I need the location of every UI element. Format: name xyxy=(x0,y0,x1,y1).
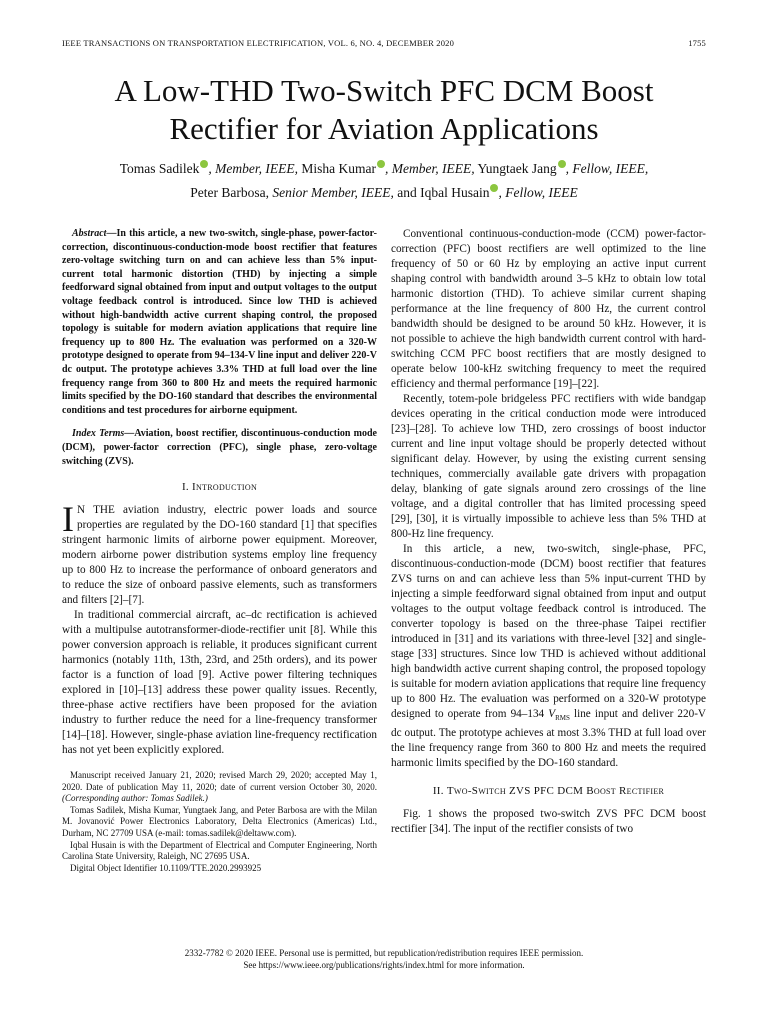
abstract-text: In this article, a new two-switch, single-phase, power-factor-correction, discontinuous-conduction-mode boost rectifier that features zero-voltage switching turn on and can achieve less than 5% input-current total harmonic distortion (THD) by injecting a simple feedforward signal obtained from input and output voltages to the output voltage feedback control is introduced. Since low THD is achieved without high-bandwidth active current shaping control, the proposed topology is suitable for modern aviation applications that require line frequency up to 800 Hz. The evaluation was performed on a 320-W prototype designed to operate from 94–134-V line input and deliver 220-V dc output. The prototype achieves 3.3% THD at full load over the line frequency range from 360 to 800 Hz and meets the required harmonic limits specified by the DO-160 standard that describes the environmental conditions and test procedures for airborne equipment. xyxy=(62,228,377,416)
left-column xyxy=(62,227,377,874)
author-list xyxy=(62,157,706,205)
author-role: Senior Member, IEEE, xyxy=(269,185,394,200)
author-name: and Iqbal Husain xyxy=(393,185,490,200)
right-paragraph-4: Fig. 1 shows the proposed two-switch ZVS PFC DCM boost rectifier [34]. The input of the rectifier consists of two xyxy=(391,808,706,836)
footnote-affiliation-1: Tomas Sadilek, Misha Kumar, Yungtaek Jang, and Peter Barbosa are with the Milan M. Jovanović Power Electronics Laboratory, Delta Electronics (Americas) Ltd., Durham, NC 27709 USA (e-mail: tomas.sadilek@deltaww.com). xyxy=(62,804,377,839)
section-heading-introduction: I. Introduction xyxy=(181,481,258,494)
author-name: Peter Barbosa, xyxy=(190,185,270,200)
intro-paragraph-2: In traditional commercial aircraft, ac–dc rectification is achieved with a multipulse autotransformer-diode-rectifier unit [8]. While this power conversion approach is reliable, it produces significant current harmonics (notably 11th, 13th, 23rd, and 25th orders), and its power factor is a function of load [9]. Active power filtering techniques explored in [10]–[13] address these power quality issues. Recently, three-phase active rectifiers have been proposed for the aviation industry to further reduce the need for a line-frequency transformer [14]–[18]. However, single-phase aviation line-frequency rectification has not yet been explicitly explored. xyxy=(62,609,377,757)
author-role: , Member, IEEE, xyxy=(385,161,475,176)
running-header xyxy=(62,38,706,52)
right-column xyxy=(391,227,706,837)
footnote-affiliation-2: Iqbal Husain is with the Department of Electrical and Computer Engineering, North Carolina State University, Raleigh, NC 27695 USA. xyxy=(62,839,377,862)
journal-name: IEEE TRANSACTIONS ON TRANSPORTATION ELECTRIFICATION, VOL. 6, NO. 4, DECEMBER 2020 xyxy=(62,38,455,48)
right-paragraph-3: In this article, a new, two-switch, single-phase, PFC, discontinuous-conduction-mode (DCM) boost rectifier that features ZVS turns on and can achieve less than 5% input-current THD by injecting a simple feedforward signal obtained from input and output voltages to the output voltage feedback control is introduced. The converter topology is based on the three-phase Taipei rectifier introduced in [31] and its variations with three-level [32] and single-stage [33] structures. Since low THD is achieved without additional high bandwidth active current shaping control, the proposed topology is suitable for modern aviation applications that require line frequency up to 800 Hz. The evaluation was performed on a 320-W prototype designed to operate from 94–134 $V_{RMS}$ line input and deliver 220-V dc output. The prototype achieves at most 3.3% THD at full load over the line frequency range from 360 to 800 Hz and meets the required harmonic limits specified by the DO-160 standard. xyxy=(391,543,707,770)
author-line-2 xyxy=(62,181,706,205)
copyright-line: 2332-7782 © 2020 IEEE. Personal use is permitted, but republication/redistribution requires IEEE permission. xyxy=(184,948,584,958)
title-line-1: A Low-THD Two-Switch PFC DCM Boost xyxy=(114,73,654,108)
author-name: Yungtaek Jang xyxy=(474,161,557,176)
author-role: , Fellow, IEEE xyxy=(498,185,578,200)
title-line-2: Rectifier for Aviation Applications xyxy=(169,111,599,146)
right-paragraph-2: Recently, totem-pole bridgeless PFC rectifiers with wide bandgap devices operating in the critical conduction mode were introduced [23]–[28]. To achieve low THD, zero crossings of boost inductor current and line input voltage should be properly detected without significant delay. However, by using the existing current sensing techniques, commercially available gate drivers with propagation delay, blanking of gate signals around zero crossings of the line voltage, and a digital controller that has limited processing speed [29], [30], it is virtually impossible to achieve less than 5% THD at 800-Hz line frequency. xyxy=(391,393,706,540)
index-terms: Index Terms—Aviation, boost rectifier, discontinuous-conduction mode (DCM), power-factor correction (PFC), single phase, zero-voltage switching (ZVS). xyxy=(62,428,377,467)
abstract: Abstract—In this article, a new two-switch, single-phase, power-factor-correction, discontinuous-conduction-mode boost rectifier that features zero-voltage switching turn on and can achieve less than 5% input-current total harmonic distortion (THD) by injecting a simple feedforward signal obtained from input and output voltages to the output voltage feedback control is introduced. Since low THD is achieved without high-bandwidth active current shaping control, the proposed topology is suitable for modern aviation applications that require line frequency up to 800 Hz. The evaluation was performed on a 320-W prototype designed to operate from 94–134-V line input and deliver 220-V dc output. The prototype achieves 3.3% THD at full load over the line frequency range from 360 to 800 Hz and meets the required harmonic limits specified by the DO-160 standard that describes the environmental conditions and test procedures for airborne equipment. xyxy=(62,228,377,416)
index-terms-label: Index Terms xyxy=(72,428,125,440)
footnote-manuscript: Manuscript received January 21, 2020; revised March 29, 2020; accepted May 1, 2020. Date of publication May 11, 2020; date of current version October 30, 2020. (Corresponding author: Tomas Sadilek.) xyxy=(62,770,377,804)
section-heading-two-switch: II. Two-Switch ZVS PFC DCM Boost Rectifier xyxy=(432,785,665,798)
author-name: Tomas Sadilek xyxy=(119,161,200,176)
footnotes xyxy=(62,770,377,874)
intro-paragraph-1: I N THE aviation industry, electric power loads and source properties are regulated by the DO-160 standard [1] that specifies stringent harmonic limits of airborne power equipment. Moreover, modern airborne power distribution systems employ line frequency up to 800 Hz to increase the performance of onboard generators and to reduce the size of onboard passive elements, such as transformers and filters [2]–[7]. xyxy=(62,499,377,607)
copyright-footer xyxy=(62,947,706,971)
author-role: , Member, IEEE, xyxy=(208,161,299,176)
abstract-label: Abstract xyxy=(72,228,107,239)
orcid-icon[interactable] xyxy=(377,160,385,168)
author-name: Misha Kumar xyxy=(298,161,377,176)
orcid-icon[interactable] xyxy=(558,160,566,168)
rights-link[interactable]: See https://www.ieee.org/publications/rights/index.html for more information. xyxy=(243,960,525,970)
right-paragraph-1: Conventional continuous-conduction-mode (CCM) power-factor-correction (PFC) boost rectifiers are well optimized to the line frequency of 50 or 60 Hz by employing an active input current shaping control with bandwidth around 3–5 kHz to obtain low total harmonic distortion (THD). To achieve similar current shaping performance at the line frequency of 800 Hz, the current control bandwidth should be designed to be around 50 kHz. However, it is not possible to achieve the high bandwidth current control with hard-switching CCM PFC boost rectifiers that are mostly designed to operate below 100-kHz switching frequency to meet the required efficiency and thermal performance [19]–[22]. xyxy=(391,228,706,390)
page-number: 1755 xyxy=(688,38,706,48)
author-role: , Fellow, IEEE, xyxy=(565,161,649,176)
author-line-1 xyxy=(62,157,706,181)
index-terms-text: Aviation, boost rectifier, discontinuous-conduction mode (DCM), power-factor correction (PFC), single phase, zero-voltage switching (ZVS). xyxy=(62,428,377,467)
footnote-doi: Digital Object Identifier 10.1109/TTE.2020.2993925 xyxy=(70,862,262,873)
drop-cap: I xyxy=(62,499,74,540)
paper-title xyxy=(62,72,706,148)
